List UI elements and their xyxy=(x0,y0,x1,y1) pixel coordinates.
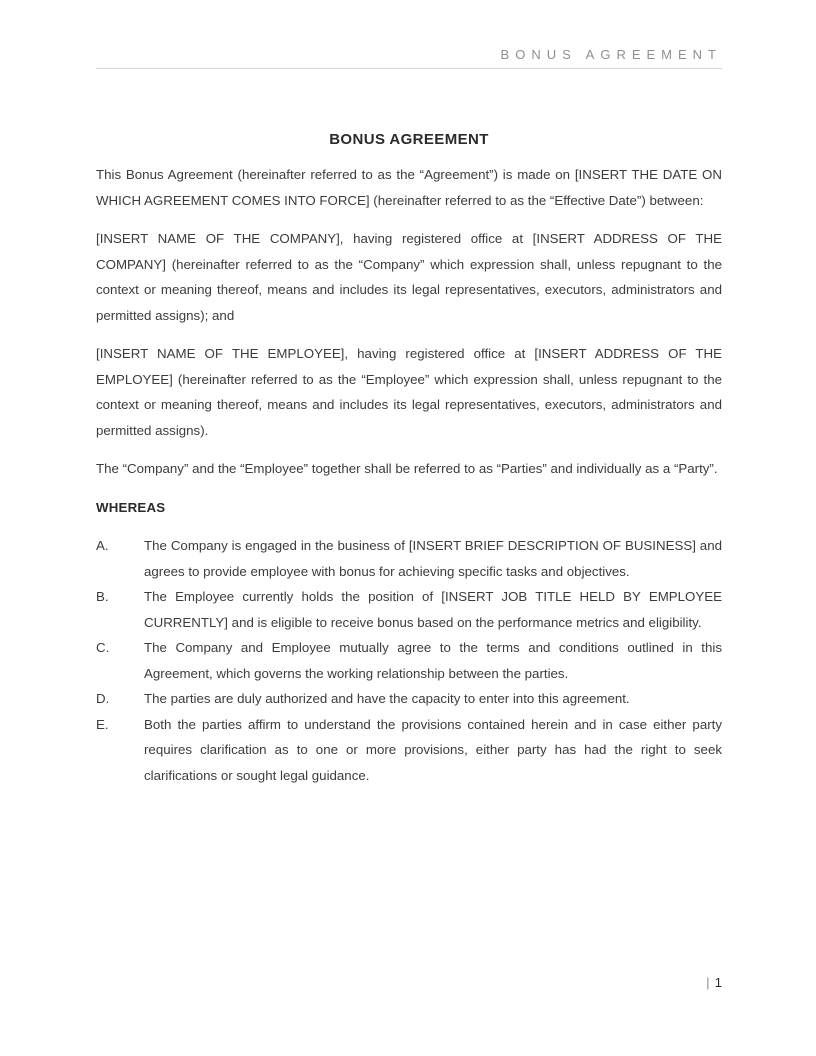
running-header-title: BONUS AGREEMENT xyxy=(500,47,722,62)
paragraph-intro: This Bonus Agreement (hereinafter referred to as the “Agreement”) is made on [INSERT THE DATE ON WHICH AGREEMENT COMES INTO FORCE] (hereinafter referred to as the “Effective Date”) between: xyxy=(96,167,722,208)
list-item xyxy=(96,533,722,584)
list-item-marker: A. xyxy=(96,538,109,553)
list-item-marker: C. xyxy=(96,640,110,655)
footer-separator: | xyxy=(706,975,710,990)
paragraph-company: [INSERT NAME OF THE COMPANY], having registered office at [INSERT ADDRESS OF THE COMPANY] (hereinafter referred to as the “Company” which expression shall, unless repugnant to the context or meaning thereof, means and includes its legal representatives, executors, administrators and permitted assigns); and xyxy=(96,231,722,323)
page-number: 1 xyxy=(714,975,722,990)
page-footer xyxy=(706,970,722,996)
document-title: BONUS AGREEMENT xyxy=(329,131,489,148)
list-item xyxy=(96,635,722,686)
running-header xyxy=(96,46,722,69)
list-item-marker: B. xyxy=(96,589,109,604)
list-item-text: The Company is engaged in the business of [INSERT BRIEF DESCRIPTION OF BUSINESS] and agrees to provide employee with bonus for achieving specific tasks and objectives. xyxy=(144,538,722,579)
list-item xyxy=(96,712,722,789)
list-item-marker: E. xyxy=(96,716,109,732)
list-item-marker: D. xyxy=(96,691,110,706)
list-item-text: The Employee currently holds the position of [INSERT JOB TITLE HELD BY EMPLOYEE CURRENTLY] and is eligible to receive bonus based on the performance metrics and eligibility. xyxy=(144,589,722,630)
list-item xyxy=(96,584,722,635)
list-item xyxy=(96,686,722,712)
list-item-text: The parties are duly authorized and have the capacity to enter into this agreement. xyxy=(144,691,630,706)
list-item-text: Both the parties affirm to understand the provisions contained herein and in case either party requires clarification as to one or more provisions, either party has had the right to seek clarifications or sought legal guidance. xyxy=(144,716,722,783)
whereas-list xyxy=(96,533,722,788)
list-item-text: The Company and Employee mutually agree to the terms and conditions outlined in this Agreement, which governs the working relationship between the parties. xyxy=(144,640,722,681)
paragraph-employee: [INSERT NAME OF THE EMPLOYEE], having registered office at [INSERT ADDRESS OF THE EMPLOYEE] (hereinafter referred to as the “Employee” which expression shall, unless repugnant to the context or meaning thereof, means and includes its legal representatives, executors, administrators and permitted assigns). xyxy=(96,346,722,438)
whereas-heading: WHEREAS xyxy=(96,499,166,515)
document-body xyxy=(96,162,722,482)
paragraph-parties: The “Company” and the “Employee” together shall be referred to as “Parties” and individually as a “Party”. xyxy=(96,461,718,476)
